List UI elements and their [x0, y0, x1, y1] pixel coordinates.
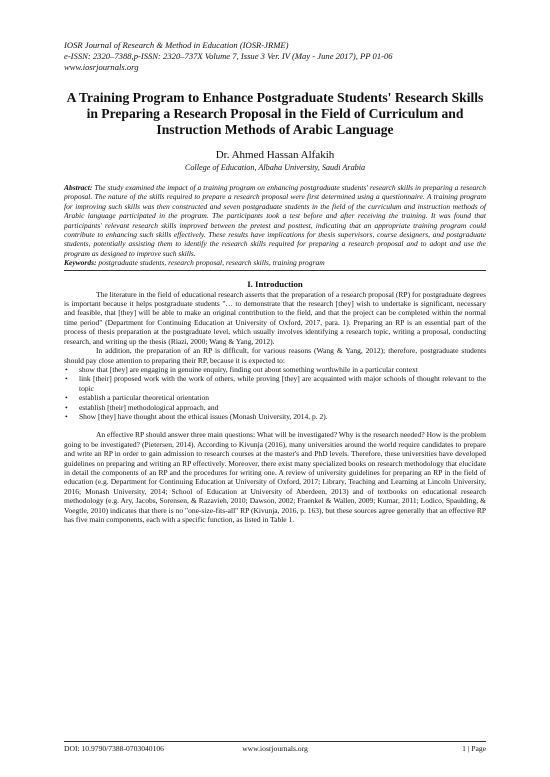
list-item: • establish a particular theoretical orientation — [79, 393, 486, 402]
list-item: • link [their] proposed work with the work of others, while proving [they] are acquainted with major schools of thought relevant to the topic — [79, 374, 486, 393]
footer-page-number: 1 | Page — [462, 744, 486, 753]
divider — [64, 270, 486, 271]
list-item: • establish [their] methodological approach, and — [79, 403, 486, 412]
keywords-label: Keywords: — [64, 258, 97, 268]
abstract-label: Abstract: — [64, 183, 93, 192]
author-affiliation: College of Education, Albaha University, Saudi Arabia — [184, 163, 366, 172]
list-item: • show that [they] are engaging in genuine enquiry, finding out about something worthwhile in a particular context — [79, 365, 486, 374]
journal-name: IOSR Journal of Research & Method in Education (IOSR-JRME) — [64, 40, 289, 50]
paragraph-2: In addition, the preparation of an RP is difficult, for various reasons (Wang & Yang, 2012); therefore, postgraduate students should pay close attention to preparing their RP, because it is expected to: — [64, 346, 486, 365]
footer-doi: DOI: 10.9790/7388-0703040106 — [64, 744, 164, 753]
page-content — [64, 40, 486, 524]
paragraph-3: An effective RP should answer three main questions: What will be investigated? Why is the research needed? How is the problem going to be investigated? (Pietersen, 2014). According to Kivunja (2016), many universities around the world require candidates to prepare and write an RP in order to gain admission to research courses at the master's and PhD levels. Therefore, these universities have developed guidelines on preparing and writing an RP effectively. Moreover, there exist many specialized books on research methodology that elucidate in detail the components of an RP and the procedures for writing one. A review of university guidelines for preparing an RP in the field of education (e.g. Department for Continuing Education at University of Oxford, 2017; Library, Teaching and Learning at Lincoln University, 2016; Monash University, 2014; School of Education at University of Aberdeen, 2013) and of textbooks on educational research methodology (e.g. Ary, Jacobs, Sorensen, & Razavieh, 2010; Dawson, 2002; Fraenkel & Wallen, 2009; Kumar, 2011; Lodico, Spaulding, & Voegtle, 2010) indicates that there is no "one-size-fits-all" RP (Kivunja, 2016, p. 163), but these sources agree generally that an effective RP has five main components, each with a specific function, as listed in Table 1. — [64, 430, 486, 524]
footer-site: www.iosrjournals.org — [242, 744, 308, 753]
journal-header — [64, 40, 486, 73]
keywords-text: postgraduate students, research proposal, research skills, training program — [98, 258, 325, 268]
list-item: • Show [they] have thought about the ethical issues (Monash University, 2014, p. 2). — [79, 412, 486, 421]
page-footer — [64, 741, 486, 754]
paragraph-1: The literature in the field of educational research asserts that the preparation of a research proposal (RP) for postgraduate degrees is important because it helps postgraduate students "… to demonstrate that the research [they] wish to undertake is significant, necessary and feasible, that [they] will be able to make an original contribution to the field, and that the project can be completed within the normal time period" (Department for Continuing Education at University of Oxford, 2017, para. 1). Preparing an RP is an essential part of the process of thesis preparation at the postgraduate level, which usually involves identifying a research topic, writing a proposal, conducting research, and writing up the thesis (Riazi, 2000; Wang & Yang, 2012). — [64, 289, 486, 346]
section-heading: I. Introduction — [247, 278, 303, 289]
abstract — [64, 183, 486, 258]
bullet-list — [64, 365, 486, 421]
journal-url: www.iosrjournals.org — [64, 62, 139, 72]
abstract-text: The study examined the impact of a training program on enhancing postgraduate students' research skills in preparing a research proposal. The nature of the skills required to prepare a research proposal were first determined using a questionnaire. A training program for improving such skills was then constructed and seven postgraduate students in the field of the curriculum and instruction methods of Arabic language participated in the program. The participants took a test before and after receiving the training. It was found that participants' relevant research skills improved between the pretest and posttest, indicating that an appropriate training program could contribute to enhancing such skills effectively. These results have implications for thesis supervisors, course designers, and postgraduate students, potentially assisting them to identify the research skills required for preparing a research proposal and to adopt and use the program as designed to improve such skills. — [64, 183, 486, 258]
journal-issn: e-ISSN: 2320–7388,p-ISSN: 2320–737X Volume 7, Issue 3 Ver. IV (May - June 2017), PP 01-06 — [64, 51, 393, 61]
paper-title: A Training Program to Enhance Postgraduate Students' Research Skills in Preparing a Research Proposal in the Field of Curriculum and Instruction Methods of Arabic Language — [66, 90, 484, 137]
keywords — [64, 258, 486, 267]
author-name: Dr. Ahmed Hassan Alfakih — [215, 149, 335, 161]
